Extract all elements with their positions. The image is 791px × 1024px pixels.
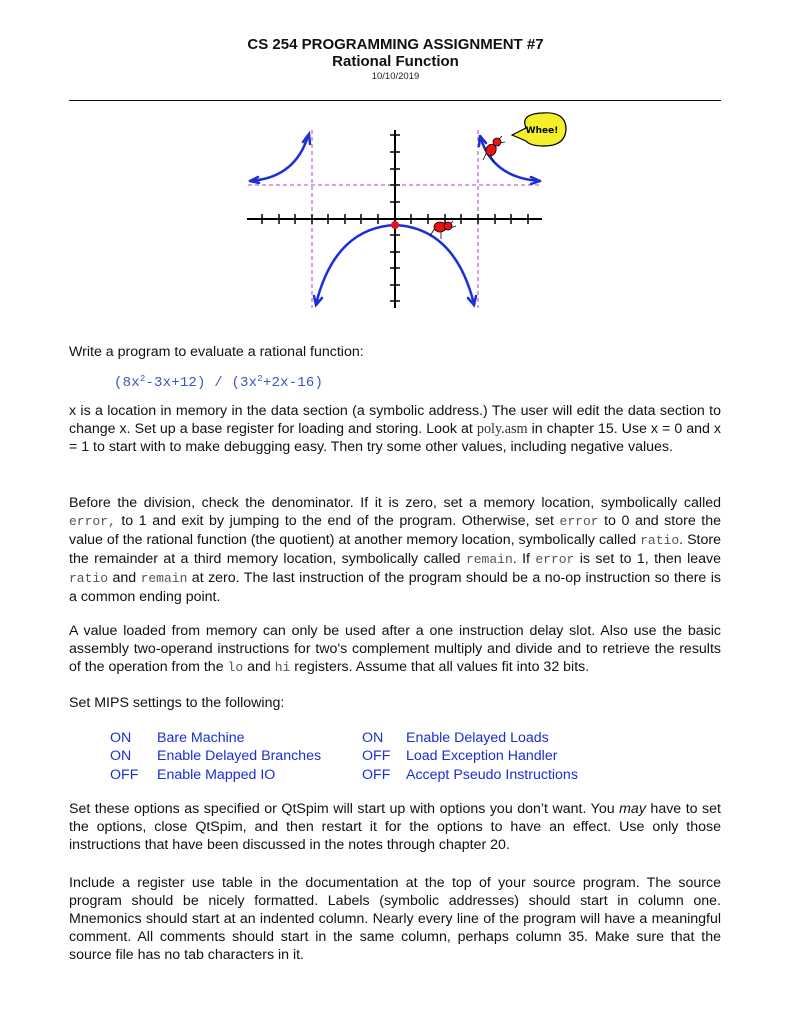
document-date: 10/10/2019 bbox=[371, 71, 420, 82]
code-remain: remain bbox=[140, 571, 188, 587]
text: . If bbox=[512, 551, 536, 568]
intro-text: Write a program to evaluate a rational function: bbox=[69, 344, 364, 360]
filename-poly-asm: poly.asm bbox=[476, 421, 528, 438]
code-error: error bbox=[559, 514, 599, 530]
document-subtitle: Rational Function bbox=[332, 53, 459, 70]
code-error: error bbox=[535, 552, 575, 568]
formula-exponent: 2 bbox=[257, 374, 263, 384]
setting-label: Enable Delayed Loads bbox=[406, 730, 549, 746]
paragraph-formatting-rules: Include a register use table in the documentation at the top of your source program. The source program should be nicely formatted. Labels (symbolic addresses) should start in column one. Mnemonics should start at an indented column. Nearly every line of the program will have a meaningful comment. All comments should start in the same column, perhaps column 35. Make sure that the source file has no tab characters in it. bbox=[69, 875, 721, 964]
setting-state: OFF bbox=[362, 766, 391, 783]
settings-row bbox=[110, 766, 578, 784]
code-remain: remain bbox=[465, 552, 513, 568]
setting-label: Load Exception Handler bbox=[406, 748, 558, 765]
text: is a location in memory in the data section (a symbolic address.) The user will edit the data section to change x. Set up a base register for loading and storing. Look at bbox=[69, 403, 721, 438]
speech-bubble-text: Whee! bbox=[525, 126, 559, 136]
setting-label: Accept Pseudo Instructions bbox=[406, 766, 578, 783]
setting-state: ON bbox=[362, 730, 384, 746]
origin-point bbox=[391, 221, 399, 229]
setting-state: OFF bbox=[362, 748, 391, 765]
code-lo: lo bbox=[227, 660, 244, 676]
text: at zero. The last instruction of the program should be a no-op instruction so there is a common ending point. bbox=[69, 570, 721, 606]
code-ratio: ratio bbox=[69, 571, 109, 587]
setting-label: Bare Machine bbox=[157, 730, 245, 746]
settings-row bbox=[110, 729, 578, 747]
setting-label: Enable Mapped IO bbox=[157, 766, 276, 783]
setting-state: ON bbox=[110, 748, 132, 765]
header-divider bbox=[69, 100, 721, 101]
emphasis-may: may bbox=[619, 801, 646, 817]
formula-part: +2x-16) bbox=[262, 375, 324, 391]
settings-intro: Set MIPS settings to the following: bbox=[69, 695, 285, 711]
text: in chapter 15. Use x = 0 and x = 1 to start with to make debugging easy. Then try some other values, including negative values. bbox=[69, 421, 721, 456]
formula-part: (8x bbox=[114, 375, 140, 391]
settings-row bbox=[110, 747, 578, 765]
paragraph-variable-x bbox=[69, 402, 721, 456]
axes bbox=[247, 130, 542, 308]
setting-label: Enable Delayed Branches bbox=[157, 748, 322, 765]
text: Set these options as specified or QtSpim will start up with options you don’t want. You bbox=[69, 801, 620, 817]
text: and bbox=[243, 659, 275, 676]
paragraph-delay-slot bbox=[69, 622, 721, 677]
ladybug-icon bbox=[483, 136, 505, 162]
text: registers. Assume that all values fit into 32 bits. bbox=[290, 659, 590, 676]
document-header bbox=[0, 36, 791, 83]
code-error: error, bbox=[69, 514, 116, 530]
text: to 1 and exit by jumping to the end of the program. Otherwise, set bbox=[115, 513, 560, 530]
rational-function-graph bbox=[240, 110, 570, 320]
var-x: x bbox=[69, 403, 77, 419]
formula-part: -3x+12) bbox=[145, 375, 206, 391]
paragraph-qtspim-options bbox=[69, 800, 721, 854]
code-ratio: ratio bbox=[640, 533, 680, 549]
document-title: CS 254 PROGRAMMING ASSIGNMENT #7 bbox=[247, 36, 544, 53]
code-hi: hi bbox=[274, 660, 291, 676]
text: have to set the options, close QtSpim, and then restart it for the options to have an effect. Use only those instructions that have been discussed in the notes through chapter 20. bbox=[69, 801, 721, 854]
formula-exponent: 2 bbox=[139, 374, 146, 384]
text: . Store the remainder at a third memory location, symbolically called bbox=[69, 532, 722, 568]
formula-divider: / bbox=[205, 375, 232, 391]
text: to 0 and store the value of the rational function (the quotient) at another memory location, symbolically called bbox=[69, 513, 721, 549]
text: Before the division, check the denominator. If it is zero, set a memory location, symbolically called bbox=[69, 495, 721, 511]
setting-state: OFF bbox=[110, 766, 139, 783]
text: and bbox=[108, 570, 141, 587]
formula-part: (3x bbox=[231, 375, 258, 391]
speech-bubble bbox=[512, 113, 566, 146]
rational-function-formula bbox=[114, 374, 323, 391]
setting-state: ON bbox=[110, 730, 132, 746]
paragraph-denominator-check bbox=[69, 494, 721, 607]
text: is set to 1, then leave bbox=[574, 551, 721, 568]
mips-settings-table bbox=[110, 729, 578, 784]
text: A value loaded from memory can only be used after a one instruction delay slot. Also use the basic assembly two-operand instructions for two's complement multiply and divide and to retrieve the results of the operation from the bbox=[69, 623, 721, 676]
